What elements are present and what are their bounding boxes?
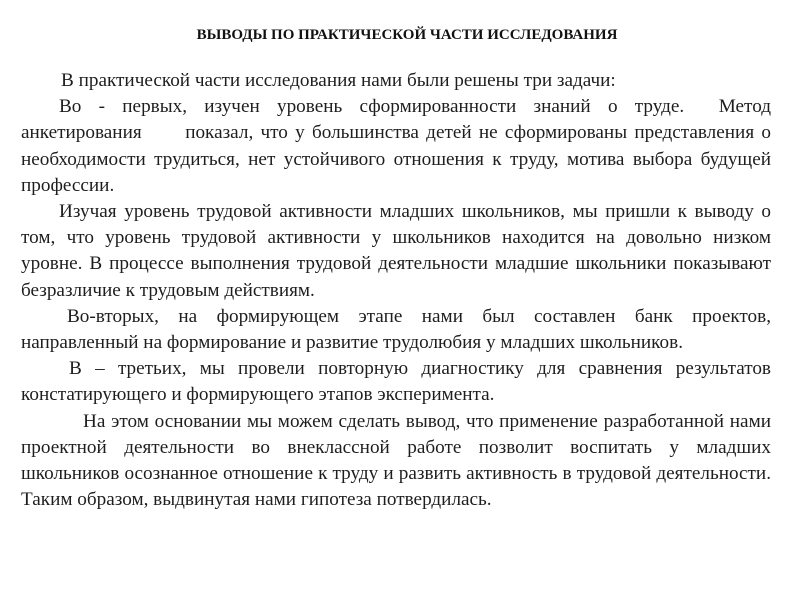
slide-body	[21, 68, 776, 513]
paragraph-conclusion: На этом основании мы можем сделать вывод, что применение разработанной нами проектной деятельности во внеклассной работе позволит воспитать у младших школьников осознанное отношение к труду и развить активность в трудовой деятельности. Таким образом, выдвинутая нами гипотеза потвердилась.	[21, 410, 771, 511]
paragraph-activity-level: Изучая уровень трудовой активности младших школьников, мы пришли к выводу о том, что уровень трудовой активности у школьников находится на довольно низком уровне. В процессе выполнения трудовой деятельности младшие школьники показывают безразличие к трудовым действиям.	[21, 201, 771, 301]
paragraph-first-task: Во - первых, изучен уровень сформированности знаний о труде. Метод анкетирования показал, что у большинства детей не сформированы представления о необходимости трудиться, нет устойчивого отношения к труду, мотива выбора будущей профессии.	[21, 96, 776, 196]
paragraph-second-task: Во-вторых, на формирующем этапе нами был составлен банк проектов, направленный на формирование и развитие трудолюбия у младших школьников.	[21, 305, 771, 354]
paragraph-intro: В практической части исследования нами были решены три задачи:	[61, 70, 616, 91]
paragraph-third-task: В – третьих, мы провели повторную диагностику для сравнения результатов констатирующего и формирующего этапов эксперимента.	[21, 358, 771, 406]
slide-title: ВЫВОДЫ ПО ПРАКТИЧЕСКОЙ ЧАСТИ ИССЛЕДОВАНИЯ	[196, 27, 618, 43]
